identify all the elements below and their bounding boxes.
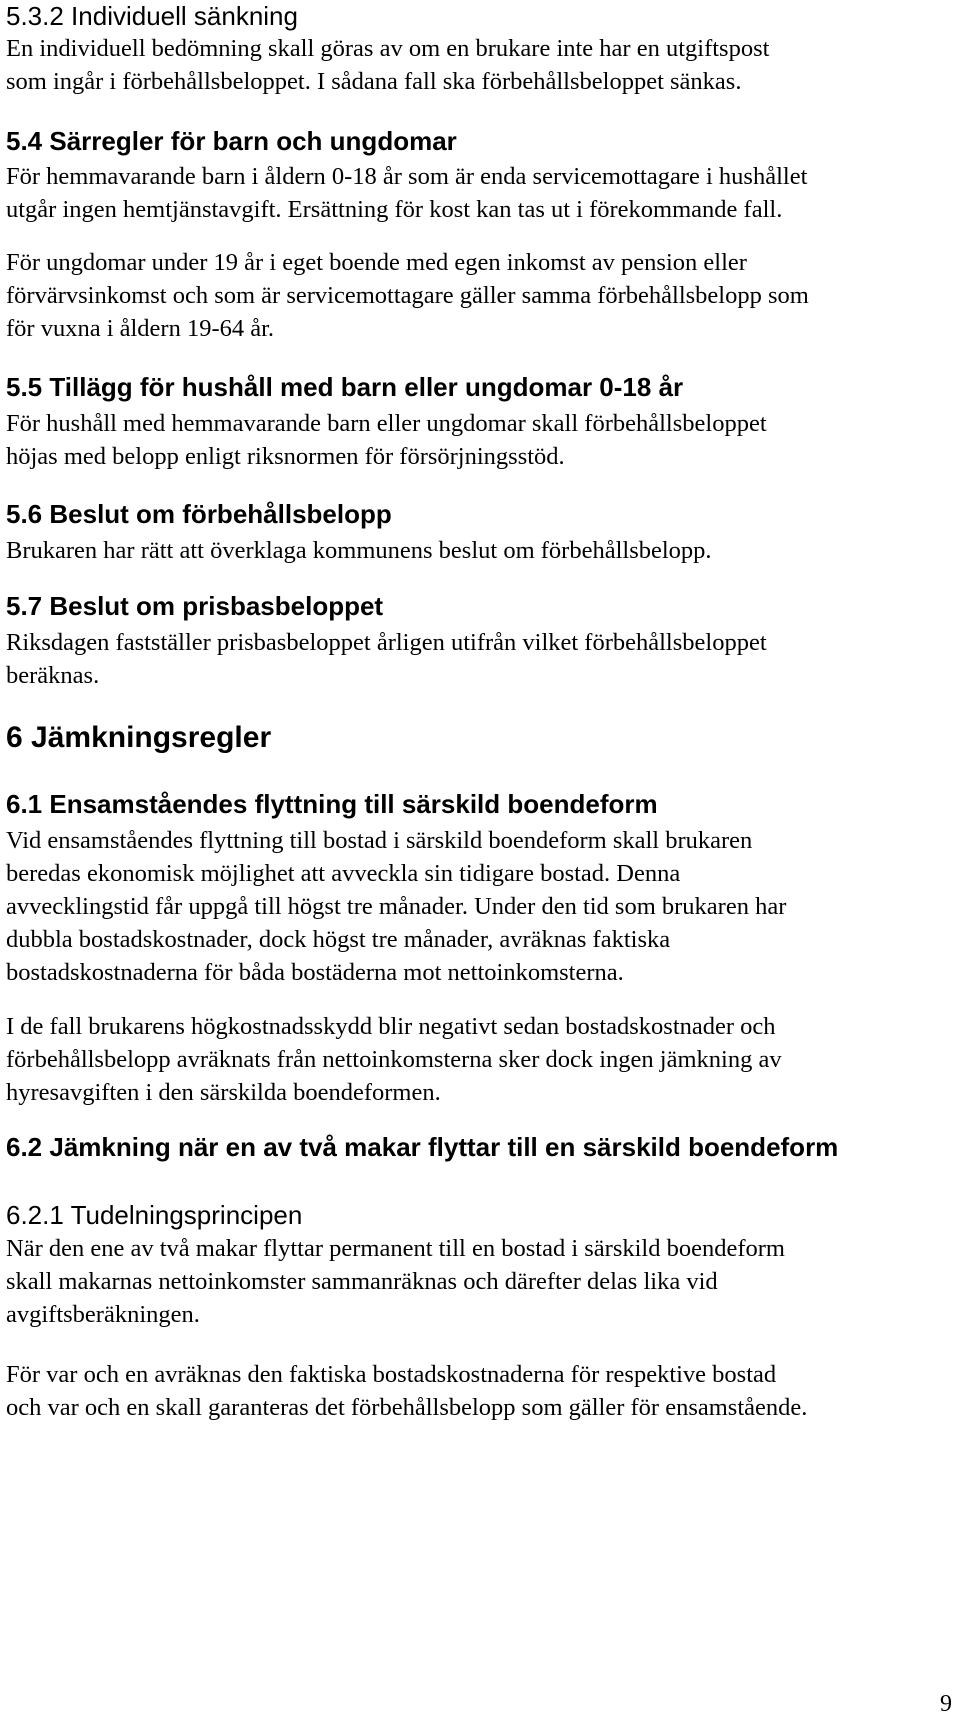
text-line: Brukaren har rätt att överklaga kommunens beslut om förbehållsbelopp. [6, 537, 712, 564]
text-line: När den ene av två makar flyttar permanent till en bostad i särskild boendeform [6, 1235, 785, 1262]
text-line: utgår ingen hemtjänstavgift. Ersättning för kost kan tas ut i förekommande fall. [6, 196, 783, 223]
paragraph-6-2-1-a [6, 1232, 785, 1331]
text-line: I de fall brukarens högkostnadsskydd blir negativt sedan bostadskostnader och [6, 1013, 776, 1040]
heading-5-6: 5.6 Beslut om förbehållsbelopp [6, 499, 392, 529]
page-number: 9 [940, 1691, 952, 1717]
heading-6-1: 6.1 Ensamståendes flyttning till särskild boendeform [6, 789, 658, 819]
text-line: För ungdomar under 19 år i eget boende med egen inkomst av pension eller [6, 249, 747, 276]
paragraph-5-3-2 [6, 32, 769, 98]
paragraph-6-2-1-b [6, 1358, 807, 1424]
text-line: förvärvsinkomst och som är servicemottagare gäller samma förbehållsbelopp som [6, 282, 809, 309]
text-line: som ingår i förbehållsbeloppet. I sådana fall ska förbehållsbeloppet sänkas. [6, 68, 742, 95]
paragraph-6-1-b [6, 1010, 782, 1109]
text-line: höjas med belopp enligt riksnormen för försörjningsstöd. [6, 443, 565, 470]
heading-5-7: 5.7 Beslut om prisbasbeloppet [6, 591, 384, 621]
heading-6-2: 6.2 Jämkning när en av två makar flyttar till en särskild boendeform [6, 1132, 839, 1162]
heading-5-3-2: 5.3.2 Individuell sänkning [6, 1, 298, 31]
paragraph-5-4-b [6, 246, 809, 345]
text-line: avvecklingstid får uppgå till högst tre månader. Under den tid som brukaren har [6, 893, 787, 920]
text-line: En individuell bedömning skall göras av om en brukare inte har en utgiftspost [6, 35, 770, 62]
text-line: beräknas. [6, 662, 100, 689]
text-line: För var och en avräknas den faktiska bostadskostnaderna för respektive bostad [6, 1361, 777, 1388]
text-line: bostadskostnaderna för båda bostäderna mot nettoinkomsterna. [6, 959, 624, 986]
paragraph-5-6 [6, 534, 712, 567]
paragraph-5-4-a [6, 160, 807, 226]
paragraph-5-5 [6, 407, 767, 473]
text-line: För hushåll med hemmavarande barn eller ungdomar skall förbehållsbeloppet [6, 410, 767, 437]
paragraph-6-1-a [6, 824, 786, 989]
text-line: dubbla bostadskostnader, dock högst tre månader, avräknas faktiska [6, 926, 671, 953]
heading-5-5: 5.5 Tillägg för hushåll med barn eller ungdomar 0-18 år [6, 372, 684, 402]
text-line: Riksdagen fastställer prisbasbeloppet årligen utifrån vilket förbehållsbeloppet [6, 629, 767, 656]
text-line: avgiftsberäkningen. [6, 1301, 200, 1328]
text-line: förbehållsbelopp avräknats från nettoinkomsterna sker dock ingen jämkning av [6, 1046, 782, 1073]
heading-6: 6 Jämkningsregler [6, 721, 272, 754]
heading-6-2-1: 6.2.1 Tudelningsprincipen [6, 1200, 303, 1230]
paragraph-5-7 [6, 626, 767, 692]
text-line: hyresavgiften i den särskilda boendeformen. [6, 1079, 441, 1106]
heading-5-4: 5.4 Särregler för barn och ungdomar [6, 126, 457, 156]
text-line: beredas ekonomisk möjlighet att avveckla sin tidigare bostad. Denna [6, 860, 681, 887]
text-line: och var och en skall garanteras det förbehållsbelopp som gäller för ensamstående. [6, 1394, 808, 1421]
text-line: För hemmavarande barn i åldern 0-18 år som är enda servicemottagare i hushållet [6, 163, 808, 190]
text-line: för vuxna i åldern 19-64 år. [6, 315, 275, 342]
text-line: Vid ensamståendes flyttning till bostad i särskild boendeform skall brukaren [6, 827, 753, 854]
text-line: skall makarnas nettoinkomster sammanräknas och därefter delas lika vid [6, 1268, 718, 1295]
